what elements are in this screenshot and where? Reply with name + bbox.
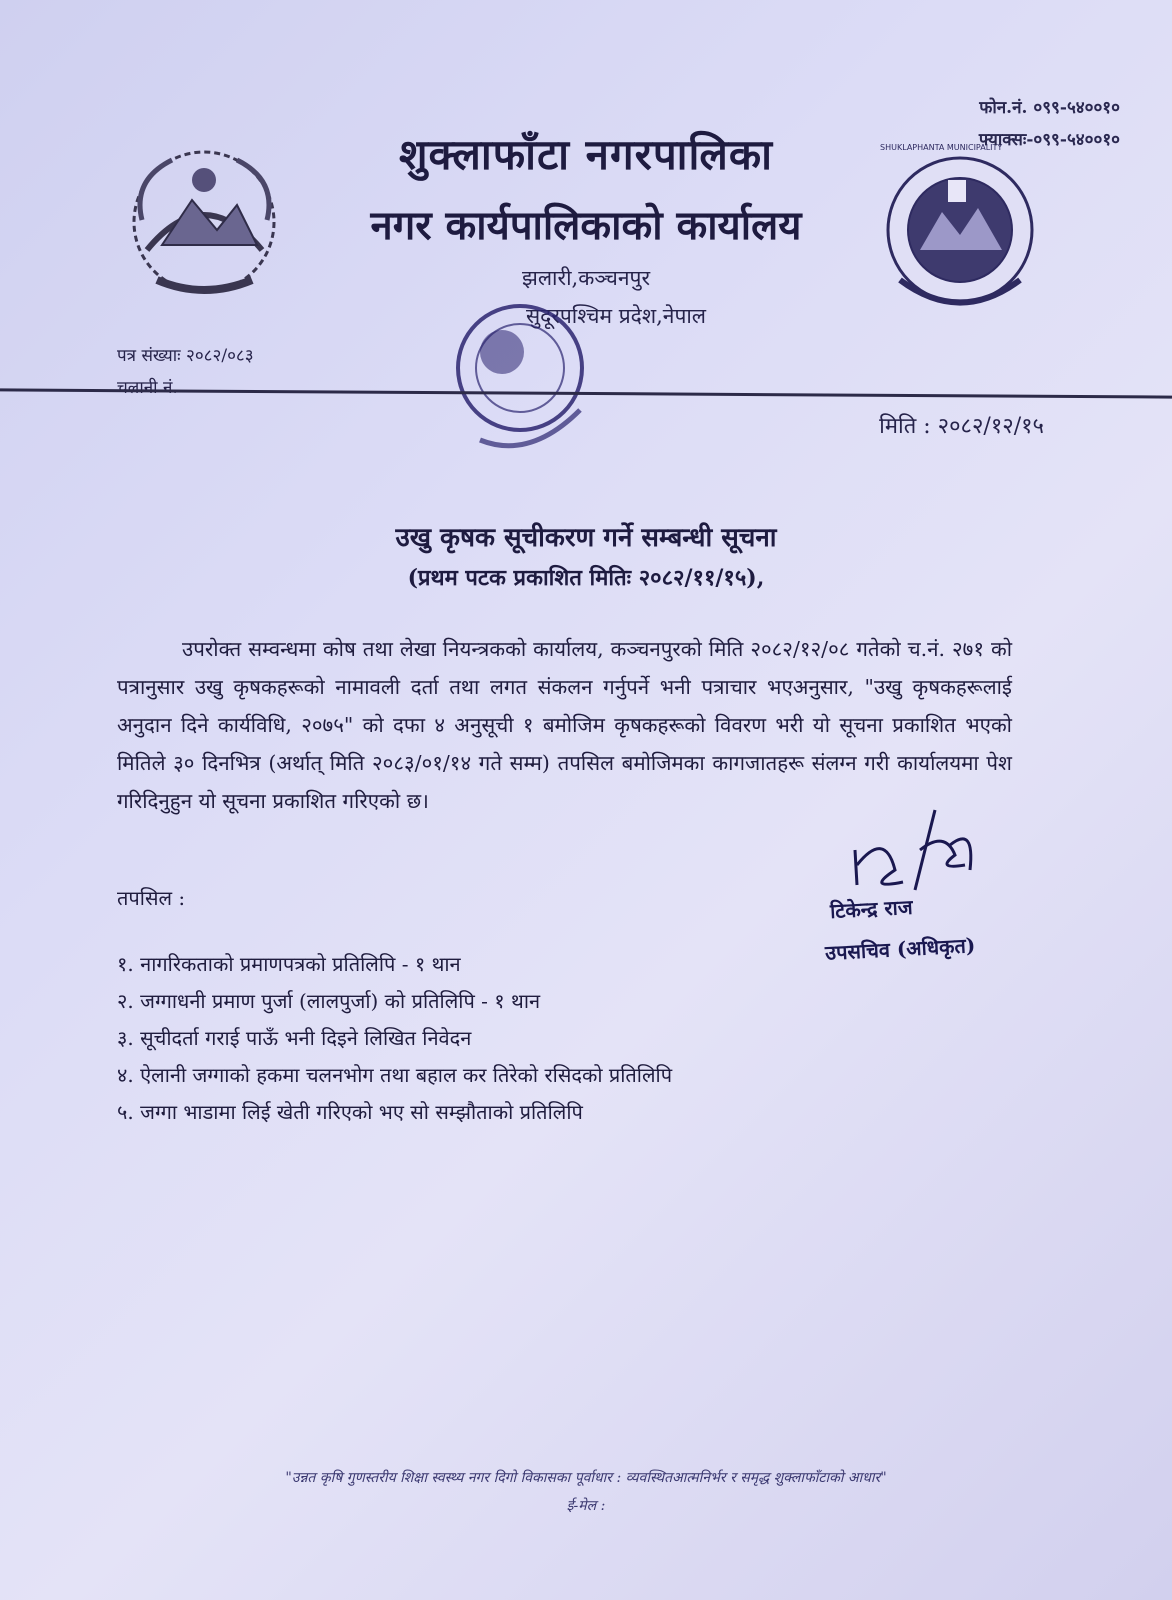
letter-number: पत्र संख्याः २०८२/०८३ <box>117 346 254 366</box>
signatory-name: टिकेन्द्र राज <box>829 894 914 924</box>
municipality-title: शुक्लाफाँटा नगरपालिका <box>398 130 774 179</box>
phone-number: फोन.नं. ०९९-५४००१० <box>979 98 1120 118</box>
fax-number: फ्याक्सः-०९९-५४००१० <box>978 130 1120 150</box>
address-line-2: सुदूरपश्चिम प्रदेश,नेपाल <box>525 304 707 328</box>
signatory-designation: उपसचिव (अधिकृत) <box>824 933 976 965</box>
office-title: नगर कार्यपालिकाको कार्यालय <box>370 202 802 249</box>
footer-email: ई-मेल : <box>566 1498 606 1514</box>
list-item: २. जग्गाधनी प्रमाण पुर्जा (लालपुर्जा) को प्रतिलिपि - १ थान <box>117 989 541 1013</box>
letter-date: मिति : २०८२/१२/१५ <box>879 414 1044 439</box>
office-stamp-icon <box>440 290 610 460</box>
list-item: १. नागरिकताको प्रमाणपत्रको प्रतिलिपि - १ थान <box>117 952 461 976</box>
footer-motto: "उन्नत कृषि गुणस्तरीय शिक्षा स्वस्थ्य नगर दिगो विकासका पूर्वाधार : व्यवस्थितआत्मनिर्भर र समृद्ध शुक्लाफाँटाको आधार" <box>285 1470 887 1486</box>
list-item: ५. जग्गा भाडामा लिई खेती गरिएको भए सो सम्झौताको प्रतिलिपि <box>117 1100 583 1124</box>
list-item: ४. ऐलानी जग्गाको हकमा चलनभोग तथा बहाल कर तिरेको रसिदको प्रतिलिपि <box>117 1063 673 1087</box>
details-label: तपसिल : <box>117 886 186 910</box>
dispatch-number: चलानी नं. <box>117 378 178 398</box>
notice-subject: उखु कृषक सूचीकरण गर्ने सम्बन्धी सूचना <box>395 523 777 553</box>
reference-block <box>117 340 254 404</box>
list-item: ३. सूचीदर्ता गराई पाऊँ भनी दिइने लिखित निवेदन <box>117 1026 472 1050</box>
address-line-1: झलारी,कञ्चनपुर <box>521 266 651 290</box>
logo-ring-text: SHUKLAPHANTA MUNICIPALITY <box>880 143 1003 152</box>
notice-body: उपरोक्त सम्वन्धमा कोष तथा लेखा नियन्त्रकको कार्यालय, कञ्चनपुरको मिति २०८२/१२/०८ गतेको च.नं. २७१ को पत्रानुसार उखु कृषकहरूको नामावली दर्ता तथा लगत संकलन गर्नुपर्ने भनी पत्राचार भएअनुसार, "उखु कृषकहरूलाई अनुदान दिने कार्यविधि, २०७५" को दफा ४ अनुसूची १ बमोजिम कृषकहरूको विवरण भरी यो सूचना प्रकाशित भएको मितिले ३० दिनभित्र (अर्थात् मिति २०८३/०१/१४ गते सम्म) तपसिल बमोजिमका कागजातहरू संलग्न गरी कार्यालयमा पेश गरिदिनुहुन यो सूचना प्रकाशित गरिएको छ। <box>117 637 1012 813</box>
required-documents-list <box>117 946 672 1131</box>
first-published-date: (प्रथम पटक प्रकाशित मितिः २०८२/११/१५), <box>407 565 765 591</box>
